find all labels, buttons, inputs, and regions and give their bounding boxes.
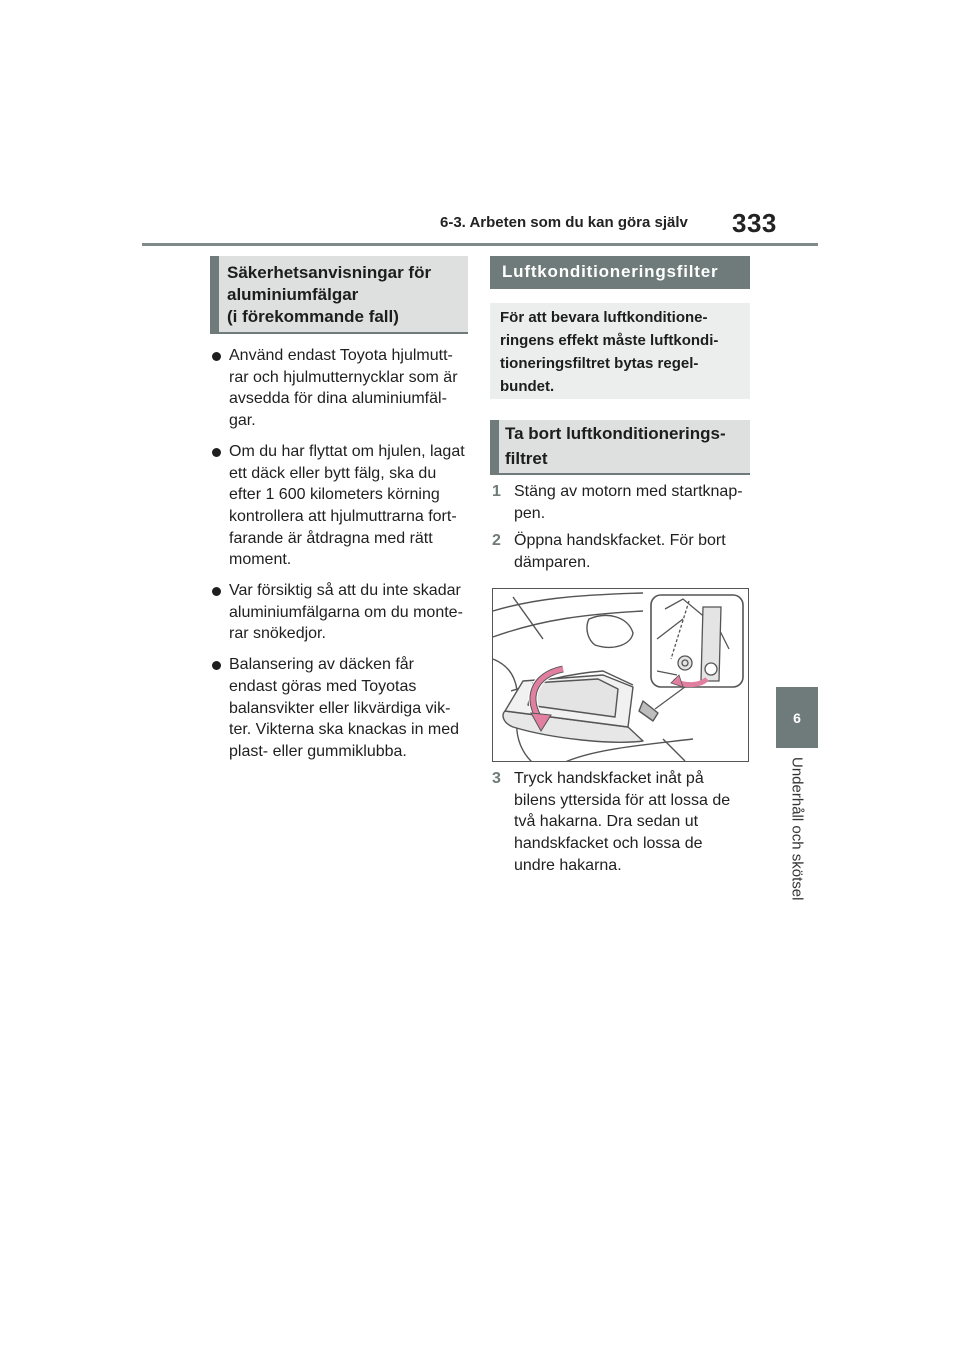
bullet-dot-icon — [212, 352, 221, 361]
step-3 — [492, 768, 754, 877]
bullet-item — [210, 580, 472, 645]
step-line: Stäng av motorn med startknap- — [514, 483, 743, 500]
bullet-line: plast- eller gummiklubba. — [229, 742, 407, 760]
bullet-item — [210, 345, 472, 432]
step-line: dämparen. — [514, 553, 591, 571]
bullet-line: gar. — [229, 412, 256, 430]
bullet-line: Om du har flyttat om hjulen, lagat — [229, 442, 465, 460]
chapter-label-container — [775, 757, 819, 907]
bullet-line: ter. Vikterna ska knackas in med — [229, 721, 460, 739]
step-number: 3 — [492, 770, 501, 787]
step-number: 2 — [492, 532, 501, 549]
step-line: undre hakarna. — [514, 856, 622, 874]
bullet-item — [210, 654, 472, 763]
step-1 — [492, 481, 754, 524]
bullet-line: avsedda för dina aluminiumfäl- — [229, 390, 447, 408]
ac-filter-intro — [490, 303, 750, 399]
step-line: två hakarna. Dra sedan ut — [514, 813, 699, 831]
chapter-label: Underhåll och skötsel — [788, 757, 806, 901]
bullet-line: rar och hjulmutternycklar som är — [229, 368, 458, 386]
page-number: 333 — [732, 208, 777, 238]
glovebox-illustration-icon — [493, 589, 749, 762]
safety-heading — [227, 262, 431, 328]
step-line: Öppna handskfacket. För bort — [514, 532, 726, 549]
safety-heading-line: (i förekommande fall) — [227, 307, 399, 326]
ac-filter-heading: Luftkonditioneringsfilter — [490, 256, 750, 289]
step-line: Tryck handskfacket inåt på — [514, 770, 704, 787]
section-title: 6-3. Arbeten som du kan göra själv — [440, 214, 688, 231]
bullet-line: rar snökedjor. — [229, 625, 326, 643]
bullet-dot-icon — [212, 661, 221, 670]
safety-heading-box — [210, 256, 468, 334]
step-line: pen. — [514, 504, 546, 522]
bullet-line: efter 1 600 kilometers körning — [229, 486, 440, 504]
remove-filter-heading-box — [490, 420, 750, 475]
bullet-item — [210, 441, 472, 571]
bullet-line: balansvikter eller likvärdiga vik- — [229, 699, 451, 717]
subheading-line: Ta bort luftkonditionerings- — [505, 424, 726, 443]
intro-line: För att bevara luftkonditione- — [500, 309, 708, 326]
step-line: handskfacket och lossa de — [514, 835, 703, 853]
bullet-line: ett däck eller bytt fälg, ska du — [229, 464, 437, 482]
intro-line: ringens effekt måste luftkondi- — [500, 332, 719, 349]
bullet-line: farande är åtdragna med rätt — [229, 529, 433, 547]
step-line: bilens yttersida för att lossa de — [514, 791, 731, 809]
glovebox-damper-illustration — [492, 588, 749, 762]
chapter-tab: 6 — [776, 687, 818, 748]
bullet-line: kontrollera att hjulmuttrarna fort- — [229, 507, 457, 525]
subheading-line: filtret — [505, 449, 548, 468]
bullet-line: aluminiumfälgarna om du monte- — [229, 603, 463, 621]
remove-filter-heading — [505, 421, 726, 471]
bullet-dot-icon — [212, 448, 221, 457]
intro-line: bundet. — [500, 378, 555, 395]
bullet-line: Balansering av däcken får — [229, 656, 414, 674]
bullet-line: Var försiktig så att du inte skadar — [229, 582, 461, 600]
step-number: 1 — [492, 483, 501, 500]
header-divider — [142, 243, 818, 246]
bullet-line: moment. — [229, 551, 292, 569]
safety-bullet-list — [210, 345, 472, 772]
bullet-line: Använd endast Toyota hjulmutt- — [229, 347, 453, 364]
safety-heading-line: Säkerhetsanvisningar för — [227, 263, 432, 282]
intro-line: tioneringsfiltret bytas regel- — [500, 355, 699, 372]
bullet-dot-icon — [212, 587, 221, 596]
step-2 — [492, 530, 754, 573]
bullet-line: endast göras med Toyotas — [229, 677, 417, 695]
safety-heading-line: aluminiumfälgar — [227, 285, 359, 304]
